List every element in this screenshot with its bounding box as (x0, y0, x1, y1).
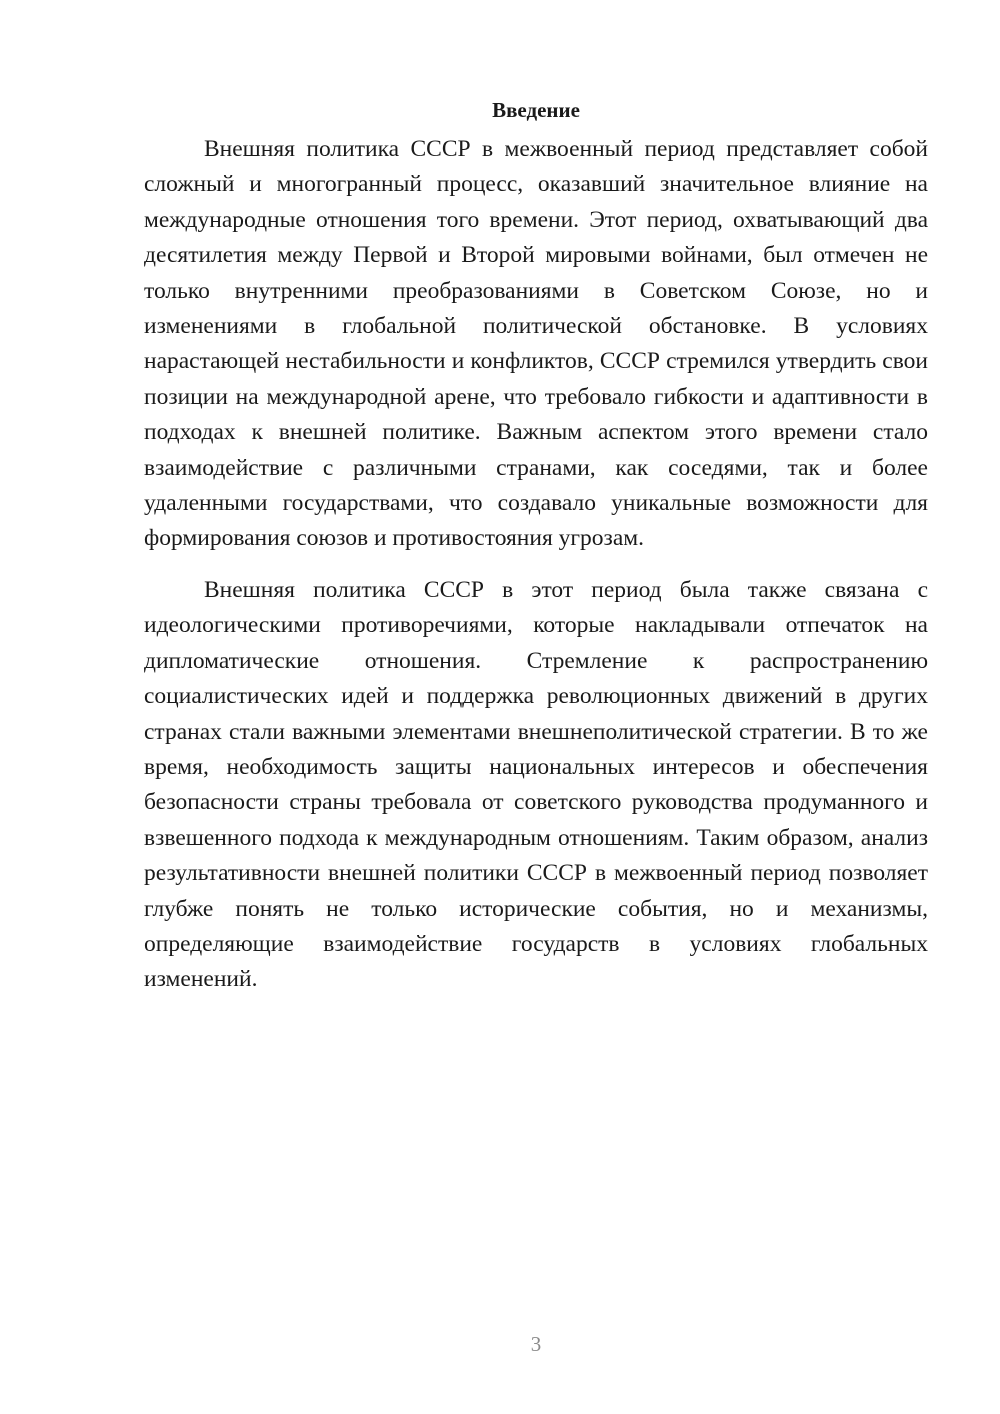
page-content (144, 92, 928, 998)
page-number: 3 (530, 1332, 542, 1356)
paragraph-1: Внешняя политика СССР в межвоенный период представляет собой сложный и многогранный процесс, оказавший значительное влияние на международные отношения того времени. Этот период, охватывающий два десятилетия между Первой и Второй мировыми войнами, был отмечен не только внутренними преобразованиями в Советском Союзе, но и изменениями в глобальной политической обстановке. В условиях нарастающей нестабильности и конфликтов, СССР стремился утвердить свои позиции на международной арене, что требовало гибкости и адаптивности в подходах к внешней политике. Важным аспектом этого времени стало взаимодействие с различными странами, как соседями, так и более удаленными государствами, что создавало уникальные возможности для формирования союзов и противостояния угрозам. (144, 136, 928, 552)
section-heading: Введение (492, 98, 580, 122)
paragraph-2: Внешняя политика СССР в этот период была также связана с идеологическими противоречиями, которые накладывали отпечаток на дипломатические отношения. Стремление к распространению социалистических идей и поддержка революционных движений в других странах стали важными элементами внешнеполитической стратегии. В то же время, необходимость защиты национальных интересов и обеспечения безопасности страны требовала от советского руководства продуманного и взвешенного подхода к международным отношениям. Таким образом, анализ результативности внешней политики СССР в межвоенный период позволяет глубже понять не только исторические события, но и механизмы, определяющие взаимодействие государств в условиях глобальных изменений. (144, 576, 928, 993)
